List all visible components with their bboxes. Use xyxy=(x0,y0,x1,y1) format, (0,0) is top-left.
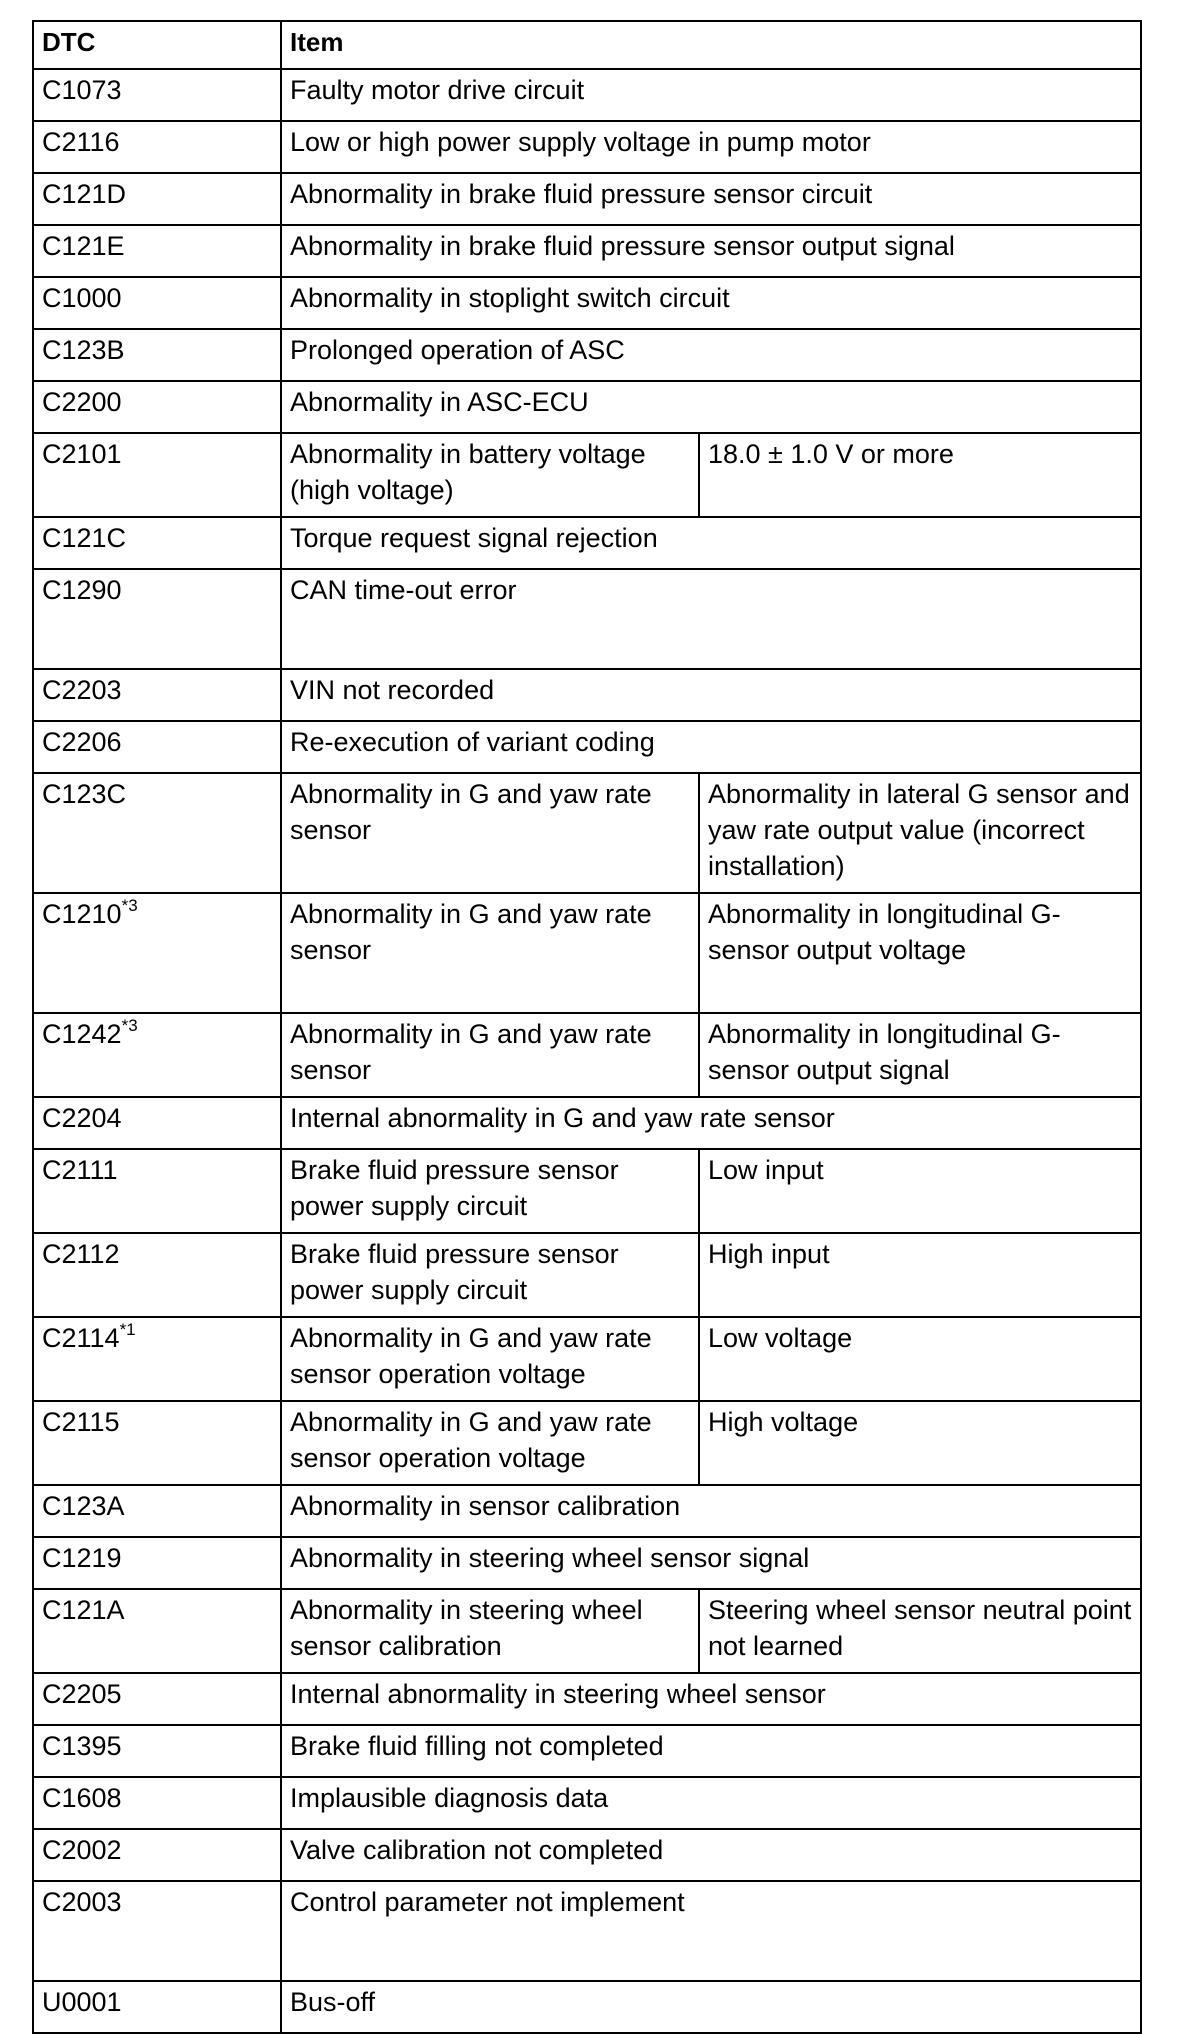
item-cell: Re-execution of variant coding xyxy=(281,721,1141,773)
dtc-code: C2114 xyxy=(42,1323,120,1353)
dtc-code: C2204 xyxy=(42,1103,122,1133)
footnote-marker: *1 xyxy=(119,1320,136,1339)
dtc-code: C2003 xyxy=(42,1887,122,1917)
item-cell: Prolonged operation of ASC xyxy=(281,329,1141,381)
table-row xyxy=(33,1673,1141,1725)
item-cell: Abnormality in brake fluid pressure sensor output signal xyxy=(281,225,1141,277)
dtc-code: C121E xyxy=(42,231,125,261)
detail-cell: Abnormality in lateral G sensor and yaw rate output value (incorrect installation) xyxy=(699,773,1141,893)
dtc-code: C2206 xyxy=(42,727,122,757)
dtc-code: C2112 xyxy=(42,1239,120,1269)
dtc-code-cell xyxy=(33,893,281,1013)
dtc-code-cell xyxy=(33,1013,281,1097)
item-cell: Abnormality in battery voltage (high voltage) xyxy=(281,433,699,517)
table-row xyxy=(33,225,1141,277)
item-cell: Abnormality in brake fluid pressure sensor circuit xyxy=(281,173,1141,225)
table-row xyxy=(33,893,1141,1013)
dtc-code-cell xyxy=(33,1233,281,1317)
header-dtc: DTC xyxy=(33,21,281,69)
dtc-code: C2101 xyxy=(42,439,122,469)
dtc-code-cell xyxy=(33,1673,281,1725)
dtc-code-cell xyxy=(33,1881,281,1981)
dtc-code: C2203 xyxy=(42,675,122,705)
header-item: Item xyxy=(281,21,1141,69)
dtc-code: C2116 xyxy=(42,127,120,157)
dtc-code-cell xyxy=(33,1777,281,1829)
table-row xyxy=(33,1589,1141,1673)
dtc-code-cell xyxy=(33,721,281,773)
dtc-code: C1395 xyxy=(42,1731,122,1761)
table-row xyxy=(33,517,1141,569)
dtc-code: C2002 xyxy=(42,1835,122,1865)
dtc-code-cell xyxy=(33,517,281,569)
dtc-code: C1242 xyxy=(42,1019,122,1049)
dtc-code-cell xyxy=(33,1149,281,1233)
dtc-code-cell xyxy=(33,1485,281,1537)
dtc-code-cell xyxy=(33,121,281,173)
dtc-code: C2200 xyxy=(42,387,122,417)
item-cell: Abnormality in steering wheel sensor signal xyxy=(281,1537,1141,1589)
table-row xyxy=(33,433,1141,517)
table-row xyxy=(33,277,1141,329)
item-cell: Faulty motor drive circuit xyxy=(281,69,1141,121)
table-row xyxy=(33,1829,1141,1881)
table-row xyxy=(33,1725,1141,1777)
dtc-code: C1210 xyxy=(42,899,122,929)
dtc-code-cell xyxy=(33,1537,281,1589)
item-cell: VIN not recorded xyxy=(281,669,1141,721)
item-cell: Abnormality in G and yaw rate sensor xyxy=(281,893,699,1013)
item-cell: Control parameter not implement xyxy=(281,1881,1141,1981)
table-row xyxy=(33,173,1141,225)
table-row xyxy=(33,1881,1141,1981)
item-cell: Bus-off xyxy=(281,1981,1141,2033)
dtc-code: C123B xyxy=(42,335,125,365)
dtc-code-cell xyxy=(33,1097,281,1149)
table-row xyxy=(33,1013,1141,1097)
dtc-code-cell xyxy=(33,1401,281,1485)
table-row xyxy=(33,329,1141,381)
item-cell: Internal abnormality in G and yaw rate sensor xyxy=(281,1097,1141,1149)
item-cell: Abnormality in G and yaw rate sensor xyxy=(281,1013,699,1097)
dtc-code-cell xyxy=(33,773,281,893)
table-body xyxy=(33,69,1141,2033)
table-row xyxy=(33,569,1141,669)
item-cell: Abnormality in G and yaw rate sensor xyxy=(281,773,699,893)
item-cell: Valve calibration not completed xyxy=(281,1829,1141,1881)
item-cell: Brake fluid pressure sensor power supply circuit xyxy=(281,1233,699,1317)
item-cell: Brake fluid pressure sensor power supply circuit xyxy=(281,1149,699,1233)
table-row xyxy=(33,721,1141,773)
dtc-code-cell xyxy=(33,225,281,277)
item-cell: Abnormality in ASC-ECU xyxy=(281,381,1141,433)
table-row xyxy=(33,1777,1141,1829)
table-row xyxy=(33,121,1141,173)
dtc-code-cell xyxy=(33,69,281,121)
item-cell: Torque request signal rejection xyxy=(281,517,1141,569)
detail-cell: Abnormality in longitudinal G-sensor output signal xyxy=(699,1013,1141,1097)
detail-cell: Low input xyxy=(699,1149,1141,1233)
item-cell: Low or high power supply voltage in pump motor xyxy=(281,121,1141,173)
dtc-code-cell xyxy=(33,1725,281,1777)
detail-cell: High input xyxy=(699,1233,1141,1317)
table-row xyxy=(33,69,1141,121)
table-row xyxy=(33,1233,1141,1317)
dtc-code-cell xyxy=(33,1589,281,1673)
table-row xyxy=(33,1981,1141,2033)
detail-cell: Low voltage xyxy=(699,1317,1141,1401)
dtc-code: C2115 xyxy=(42,1407,120,1437)
dtc-code: C121D xyxy=(42,179,127,209)
item-cell: CAN time-out error xyxy=(281,569,1141,669)
dtc-code-cell xyxy=(33,1317,281,1401)
dtc-code: C121A xyxy=(42,1595,125,1625)
dtc-code: C1219 xyxy=(42,1543,122,1573)
dtc-code-cell xyxy=(33,669,281,721)
dtc-code: U0001 xyxy=(42,1987,122,2017)
dtc-code: C1000 xyxy=(42,283,122,313)
dtc-code: C123A xyxy=(42,1491,125,1521)
dtc-code: C121C xyxy=(42,523,127,553)
table-row xyxy=(33,1401,1141,1485)
table-row xyxy=(33,669,1141,721)
dtc-code-cell xyxy=(33,1981,281,2033)
table-header-row xyxy=(33,21,1141,69)
table-row xyxy=(33,381,1141,433)
dtc-code-cell xyxy=(33,173,281,225)
dtc-code-cell xyxy=(33,1829,281,1881)
detail-cell: Abnormality in longitudinal G-sensor output voltage xyxy=(699,893,1141,1013)
table-row xyxy=(33,1485,1141,1537)
item-cell: Abnormality in stoplight switch circuit xyxy=(281,277,1141,329)
dtc-table xyxy=(32,20,1142,2034)
dtc-code-cell xyxy=(33,329,281,381)
table-row xyxy=(33,773,1141,893)
item-cell: Abnormality in G and yaw rate sensor operation voltage xyxy=(281,1317,699,1401)
table-row xyxy=(33,1149,1141,1233)
table-row xyxy=(33,1537,1141,1589)
dtc-code: C2111 xyxy=(42,1155,118,1185)
item-cell: Abnormality in sensor calibration xyxy=(281,1485,1141,1537)
item-cell: Abnormality in steering wheel sensor calibration xyxy=(281,1589,699,1673)
dtc-code-cell xyxy=(33,569,281,669)
table-row xyxy=(33,1317,1141,1401)
item-cell: Implausible diagnosis data xyxy=(281,1777,1141,1829)
item-cell: Internal abnormality in steering wheel sensor xyxy=(281,1673,1141,1725)
dtc-code: C2205 xyxy=(42,1679,122,1709)
detail-cell: Steering wheel sensor neutral point not learned xyxy=(699,1589,1141,1673)
dtc-code-cell xyxy=(33,381,281,433)
footnote-marker: *3 xyxy=(121,1016,138,1035)
item-cell: Brake fluid filling not completed xyxy=(281,1725,1141,1777)
dtc-code-cell xyxy=(33,277,281,329)
dtc-code: C1290 xyxy=(42,575,122,605)
detail-cell: High voltage xyxy=(699,1401,1141,1485)
table-row xyxy=(33,1097,1141,1149)
dtc-code: C1073 xyxy=(42,75,122,105)
dtc-code-cell xyxy=(33,433,281,517)
detail-cell: 18.0 ± 1.0 V or more xyxy=(699,433,1141,517)
dtc-code: C1608 xyxy=(42,1783,122,1813)
dtc-code: C123C xyxy=(42,779,127,809)
item-cell: Abnormality in G and yaw rate sensor operation voltage xyxy=(281,1401,699,1485)
footnote-marker: *3 xyxy=(121,896,138,915)
